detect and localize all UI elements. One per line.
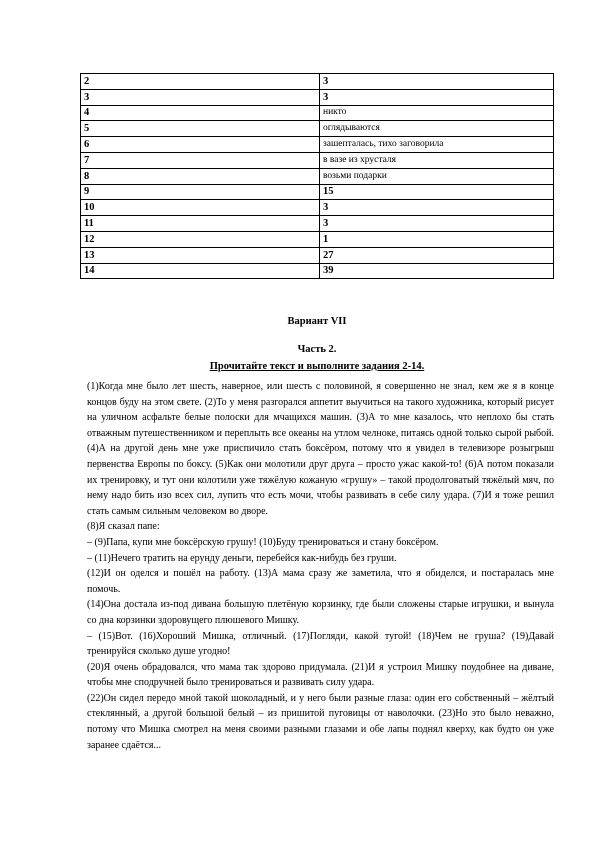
table-row	[81, 121, 554, 137]
task-answer: возьми подарки	[320, 168, 554, 184]
reading-text	[87, 379, 554, 753]
task-number: 3	[81, 89, 320, 105]
task-answer: 15	[320, 184, 554, 200]
task-answer: 3	[320, 89, 554, 105]
table-row	[81, 152, 554, 168]
task-number: 5	[81, 121, 320, 137]
text-paragraph: (8)Я сказал папе:	[87, 521, 160, 533]
text-paragraph: – (11)Нечего тратить на ерунду деньги, перебейся как-нибудь без груши.	[87, 552, 397, 564]
task-answer: 1	[320, 231, 554, 247]
text-paragraph: (22)Он сидел передо мной такой шоколадный, и у него были разные глаза: один его собственный – жёлтый стеклянный, а другой большой белый – из пришитой пуговицы от наволочки. (23)Но это было неважно, потому что Мишка смотрел на меня своими разными глазами и обе лапы поднял кверху, как будто он уже заранее сдаётся...	[87, 692, 554, 751]
task-answer: никто	[320, 105, 554, 121]
task-number: 8	[81, 168, 320, 184]
task-number: 13	[81, 247, 320, 263]
task-answer: 27	[320, 247, 554, 263]
text-paragraph: (1)Когда мне было лет шесть, наверное, или шесть с половиной, я совершенно не знал, кем же я в конце концов буду на этом свете. (2)То у меня разгорался аппетит выучиться на такого художника, который рисует на уличном асфальте белые полоски для мчащихся машин. (3)А то мне казалось, что неплохо бы стать отважным путешественником и переплыть все океаны на утлом челноке, питаясь одной только сырой рыбой. (4)А на другой день мне уже приспичило стать боксёром, потому что я увидел в телевизоре розыгрыш первенства Европы по боксу. (5)Как они молотили друг друга – просто ужас какой-то! (6)А потом показали их тренировку, и тут они колотили уже тяжёлую кожаную «грушу» – такой продолговатый тяжёлый мяч, по нему надо бить изо всех сил, лупить что есть мочи, чтобы развивать в себе силу удара. (7)И я тоже решил стать самым сильным человеком во дворе.	[87, 381, 554, 517]
table-row	[81, 105, 554, 121]
table-row	[81, 137, 554, 153]
text-paragraph: – (9)Папа, купи мне боксёрскую грушу! (10)Буду тренироваться и стану боксёром.	[87, 536, 439, 548]
table-row	[81, 263, 554, 279]
task-number: 10	[81, 200, 320, 216]
task-answer: 39	[320, 263, 554, 279]
table-row	[81, 231, 554, 247]
text-paragraph: (14)Она достала из-под дивана большую плетёную корзинку, где были сложены старые игрушки, и вынула со дна корзинки здоровущего плюшевого Мишку.	[87, 599, 554, 626]
table-row	[81, 200, 554, 216]
table-row	[81, 168, 554, 184]
table-row	[81, 247, 554, 263]
task-answer: оглядываются	[320, 121, 554, 137]
part-title: Часть 2.	[297, 344, 337, 355]
task-number: 12	[81, 231, 320, 247]
variant-title: Вариант VII	[287, 316, 347, 327]
task-number: 2	[81, 74, 320, 90]
answer-table	[80, 73, 554, 279]
task-number: 9	[81, 184, 320, 200]
table-row	[81, 74, 554, 90]
instruction: Прочитайте текст и выполните задания 2-14.	[209, 361, 425, 372]
task-answer: зашепталась, тихо заговорила	[320, 137, 554, 153]
task-number: 14	[81, 263, 320, 279]
table-row	[81, 89, 554, 105]
task-answer: в вазе из хрусталя	[320, 152, 554, 168]
table-row	[81, 184, 554, 200]
text-paragraph: – (15)Вот. (16)Хороший Мишка, отличный. (17)Погляди, какой тугой! (18)Чем не груша? (19)Давай тренируйся сколько душе угодно!	[87, 630, 554, 658]
task-number: 11	[81, 216, 320, 232]
task-answer: 3	[320, 74, 554, 90]
task-answer: 3	[320, 200, 554, 216]
task-answer: 3	[320, 216, 554, 232]
task-number: 7	[81, 152, 320, 168]
task-number: 4	[81, 105, 320, 121]
task-number: 6	[81, 137, 320, 153]
text-paragraph: (20)Я очень обрадовался, что мама так здорово придумала. (21)И я устроил Мишку поудобнее на диване, чтобы мне сподручней было тренироваться и развивать силу удара.	[87, 661, 554, 689]
text-paragraph: (12)И он оделся и пошёл на работу. (13)А мама сразу же заметила, что я обиделся, и постаралась мне помочь.	[87, 568, 554, 595]
table-row	[81, 216, 554, 232]
